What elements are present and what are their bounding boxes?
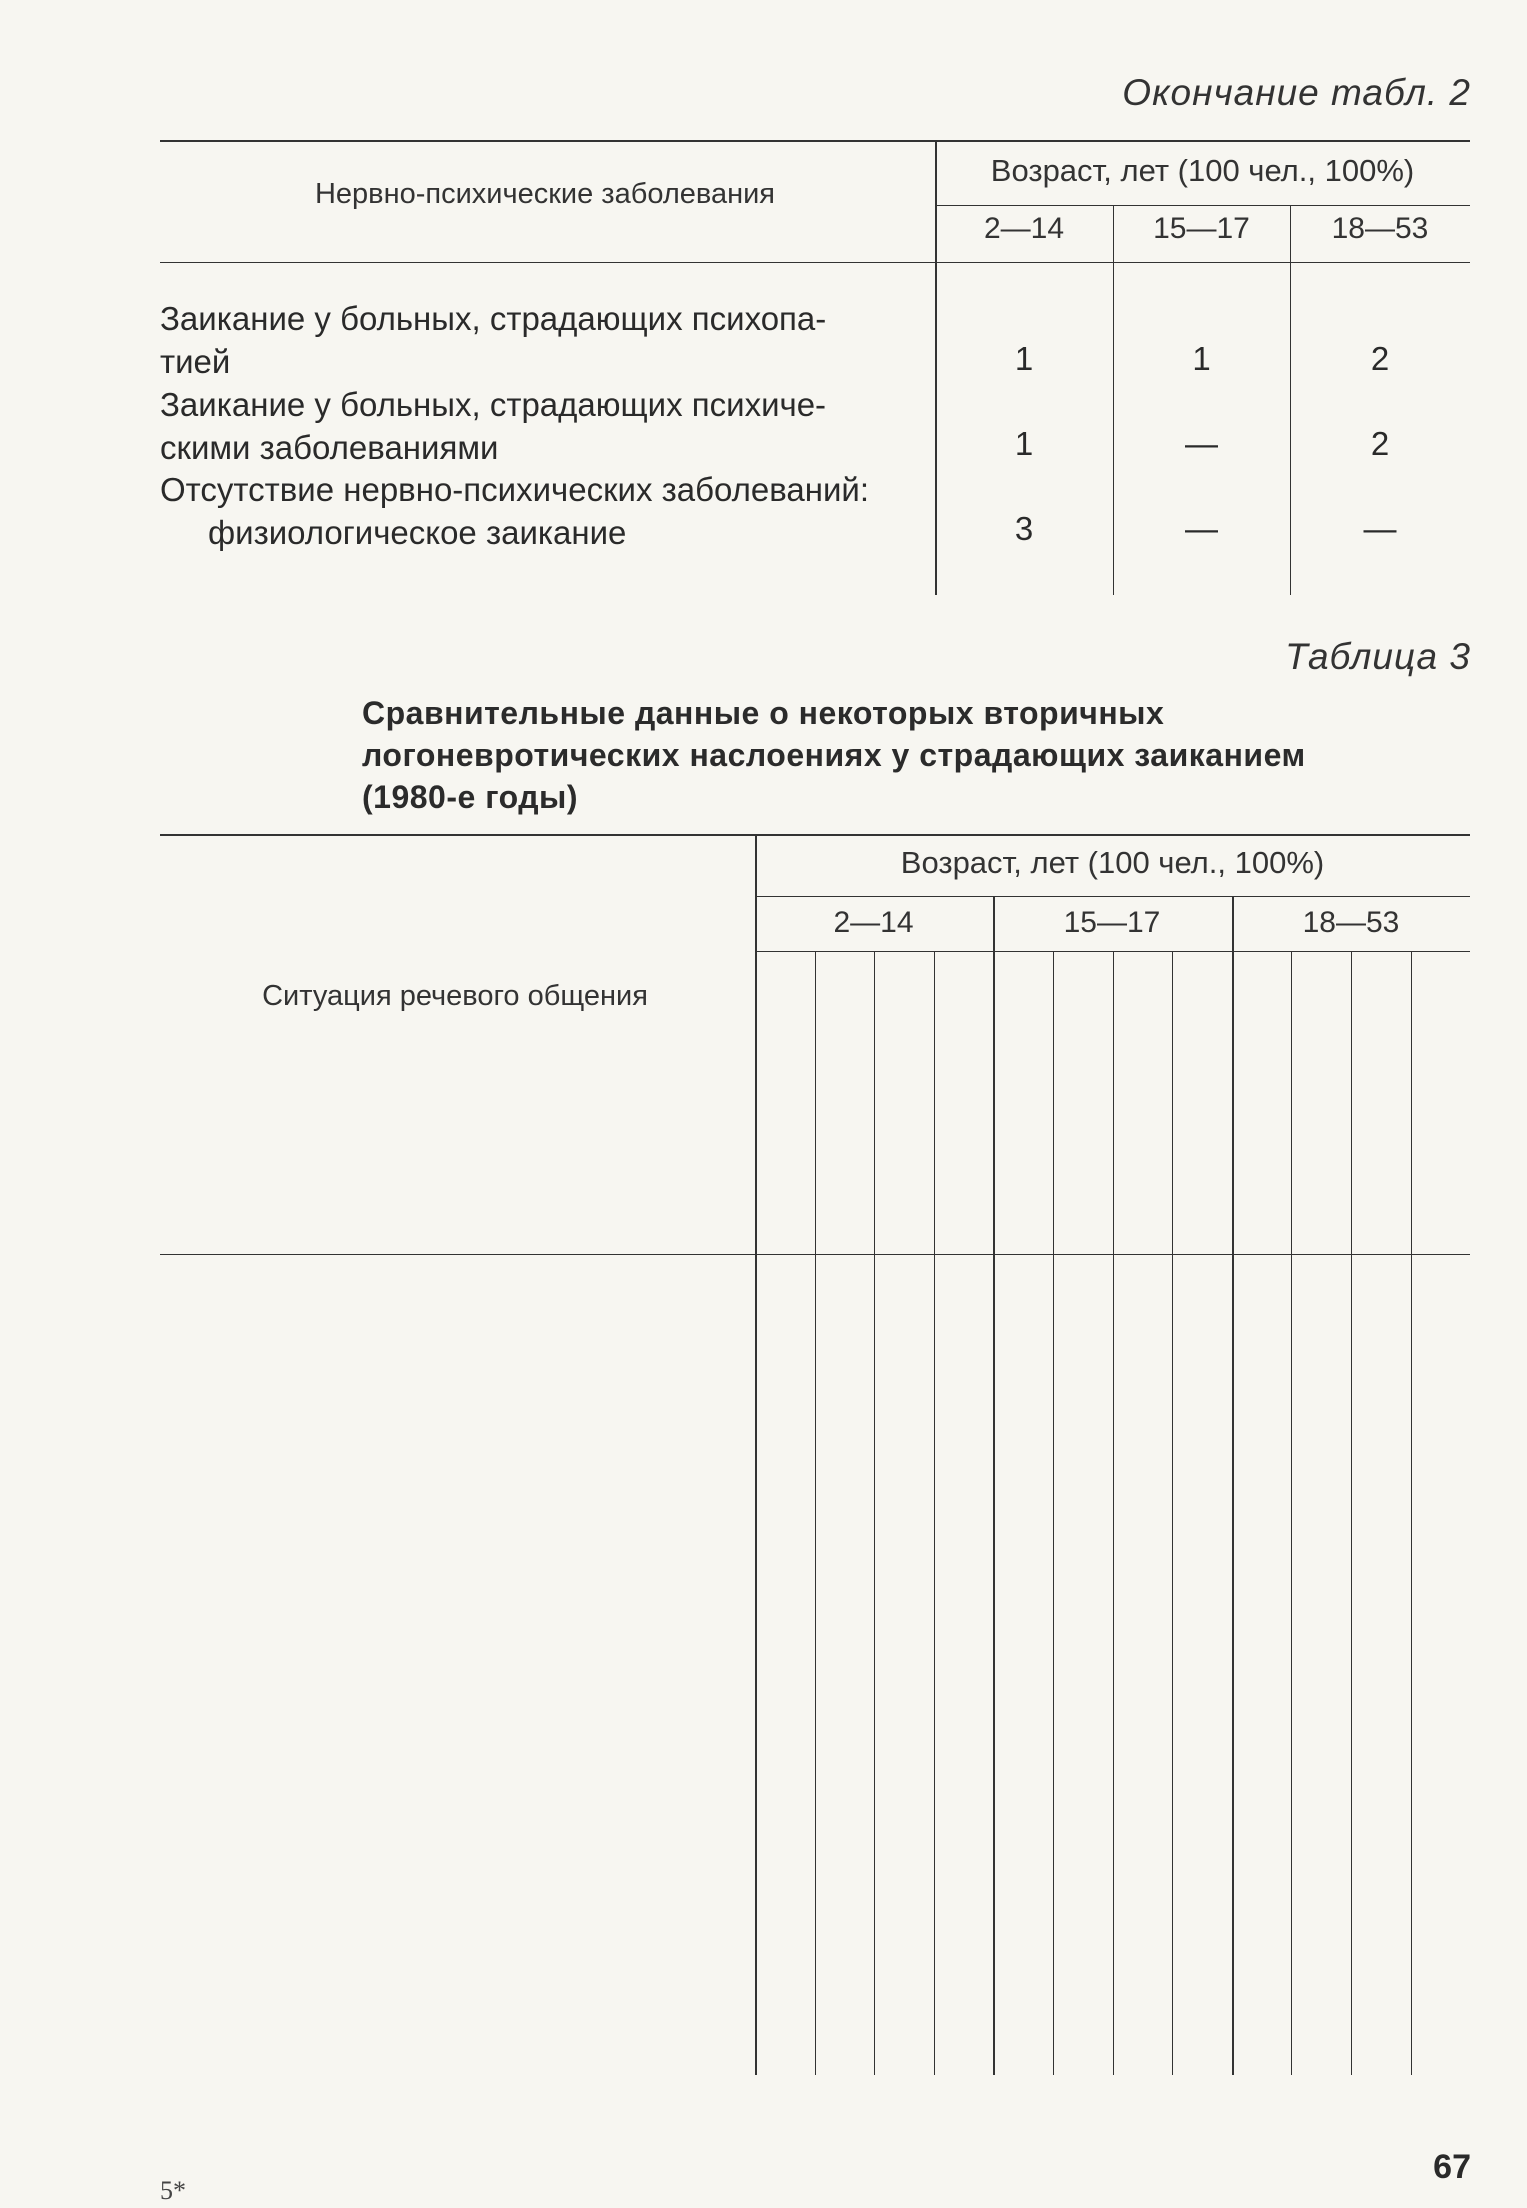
table2-age-rule	[935, 205, 1470, 206]
table2-row-1-label: Заикание у больных, страдающих психопа- тией	[160, 300, 827, 380]
table3-vline	[1053, 951, 1054, 2075]
table3-vline	[1291, 951, 1292, 2075]
table2-col-age: Возраст, лет (100 чел., 100%)	[990, 153, 1415, 188]
table2-header-rule	[160, 262, 1470, 263]
table3-vline	[1351, 951, 1352, 2075]
table3-age-rule	[755, 896, 1470, 897]
table2-range-3: 18—53	[1331, 212, 1429, 245]
table3-label: Таблица 3	[1285, 636, 1471, 677]
table3-vline	[1113, 951, 1114, 2075]
table3-vline	[934, 951, 935, 2075]
table3-col-age: Возраст, лет (100 чел., 100%)	[900, 845, 1325, 880]
table3-range-1: 2—14	[833, 906, 914, 939]
table2-continuation-label: Окончание табл. 2	[1122, 72, 1471, 113]
table2-top-rule	[160, 140, 1470, 142]
table2-cell: —	[1185, 510, 1218, 547]
table3-vline	[755, 834, 757, 2075]
table2-row-2-label: Заикание у больных, страдающих психиче- скими заболеваниями	[160, 386, 827, 466]
table3-vline	[1172, 951, 1173, 2075]
table2-cell: —	[1363, 510, 1397, 547]
table2-cell: 2	[1370, 425, 1390, 462]
table2-cell: —	[1185, 425, 1218, 462]
table3-vline	[1232, 896, 1234, 2075]
table2-range-2: 15—17	[1153, 212, 1250, 245]
table2-row-3-label: Отсутствие нервно-психических заболеваний: физиологическое заикание	[160, 471, 870, 551]
table3-vline	[874, 951, 875, 2075]
table3-vline	[1411, 951, 1412, 2075]
footer-signature: 5*	[160, 2176, 186, 2205]
page-number: 67	[1433, 2148, 1471, 2186]
table2-cell: 1	[1192, 340, 1211, 377]
table2-cell: 2	[1370, 340, 1390, 377]
table3-range-3: 18—53	[1302, 906, 1400, 939]
table2-cell: 1	[1014, 340, 1034, 377]
table2-range-1: 2—14	[983, 212, 1065, 245]
table2-cell: 1	[1014, 425, 1034, 462]
table3-range-2: 15—17	[1063, 906, 1161, 939]
table3-vline	[993, 896, 995, 2075]
table3-vline	[815, 951, 816, 2075]
table2-cell: 3	[1014, 510, 1034, 547]
table2-col-main: Нервно-психические заболевания	[314, 178, 776, 210]
table3-title: Сравнительные данные о некоторых вторичных логоневротических наслоениях у страдающих заиканием (1980-е годы)	[362, 695, 1306, 815]
table3-top-rule	[160, 834, 1470, 836]
table3-col-situation: Ситуация речевого общения	[262, 980, 648, 1012]
